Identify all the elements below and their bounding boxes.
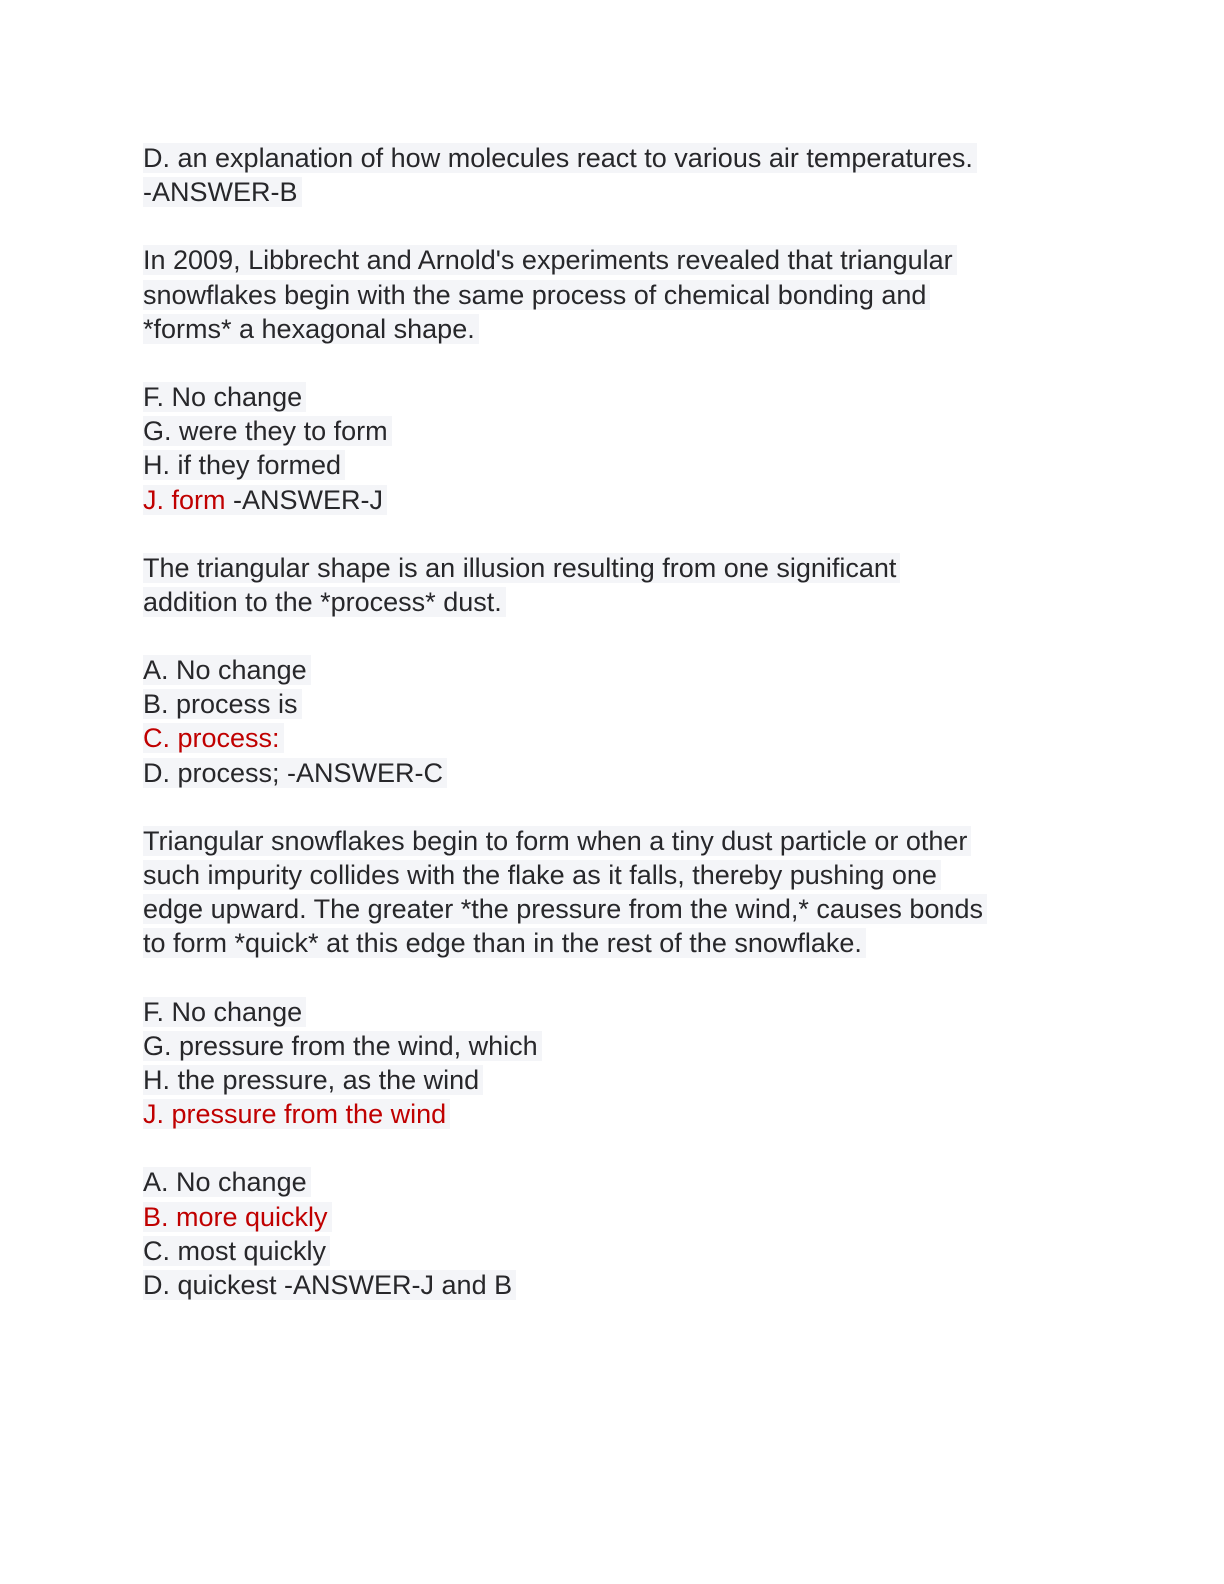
option-line — [143, 756, 1103, 790]
answer-text: -ANSWER-J — [225, 484, 384, 515]
option-line — [143, 1234, 1103, 1268]
question-text: addition to the *process* dust. — [143, 587, 506, 617]
correct-option-c: C. process: — [143, 723, 284, 753]
paragraph-gap — [143, 346, 1103, 380]
option-line — [143, 1165, 1103, 1199]
option-line — [143, 448, 1103, 482]
option-line — [143, 1200, 1103, 1234]
option-d-text: D. an explanation of how molecules react to various air temperatures. — [143, 143, 977, 173]
paragraph-gap — [143, 1131, 1103, 1165]
option-line — [143, 483, 1103, 517]
option-g: G. pressure from the wind, which — [143, 1031, 542, 1061]
option-h: H. if they formed — [143, 450, 345, 480]
answer-text: -ANSWER-B — [143, 177, 302, 207]
question-line — [143, 858, 1103, 892]
correct-option-b: B. more quickly — [143, 1202, 332, 1232]
question-text: The triangular shape is an illusion resulting from one significant — [143, 553, 900, 583]
option-line — [143, 687, 1103, 721]
option-d: D. process; -ANSWER-C — [143, 758, 447, 788]
correct-option-j: J. pressure from the wind — [143, 1099, 450, 1129]
option-h: H. the pressure, as the wind — [143, 1065, 483, 1095]
option-a: A. No change — [143, 655, 311, 685]
question-line — [143, 551, 1103, 585]
paragraph-gap — [143, 790, 1103, 824]
option-g: G. were they to form — [143, 416, 392, 446]
option-line — [143, 653, 1103, 687]
correct-option-j: J. form — [143, 484, 226, 515]
option-line — [143, 1097, 1103, 1131]
question-text: Triangular snowflakes begin to form when a tiny dust particle or other — [143, 826, 971, 856]
option-a: A. No change — [143, 1167, 311, 1197]
option-line — [143, 721, 1103, 755]
question-line — [143, 312, 1103, 346]
question-line — [143, 824, 1103, 858]
paragraph-gap — [143, 517, 1103, 551]
option-b: B. process is — [143, 689, 302, 719]
question-line — [143, 243, 1103, 277]
option-line — [143, 1029, 1103, 1063]
document-page — [143, 141, 1103, 1302]
question-text: In 2009, Libbrecht and Arnold's experiments revealed that triangular — [143, 245, 957, 275]
text-line — [143, 175, 1103, 209]
question-text: snowflakes begin with the same process of chemical bonding and — [143, 280, 930, 310]
option-f: F. No change — [143, 997, 306, 1027]
option-d: D. quickest -ANSWER-J and B — [143, 1270, 516, 1300]
paragraph-gap — [143, 619, 1103, 653]
paragraph-gap — [143, 961, 1103, 995]
text-line — [143, 141, 1103, 175]
option-line — [143, 1268, 1103, 1302]
paragraph-gap — [143, 209, 1103, 243]
option-line — [143, 380, 1103, 414]
option-c: C. most quickly — [143, 1236, 330, 1266]
question-text: *forms* a hexagonal shape. — [143, 314, 479, 344]
question-line — [143, 278, 1103, 312]
option-f: F. No change — [143, 382, 306, 412]
option-line — [143, 414, 1103, 448]
question-text: to form *quick* at this edge than in the rest of the snowflake. — [143, 928, 866, 958]
question-line — [143, 585, 1103, 619]
option-line — [143, 995, 1103, 1029]
question-line — [143, 926, 1103, 960]
option-line — [143, 1063, 1103, 1097]
question-text: such impurity collides with the flake as it falls, thereby pushing one — [143, 860, 941, 890]
question-text: edge upward. The greater *the pressure from the wind,* causes bonds — [143, 894, 987, 924]
question-line — [143, 892, 1103, 926]
